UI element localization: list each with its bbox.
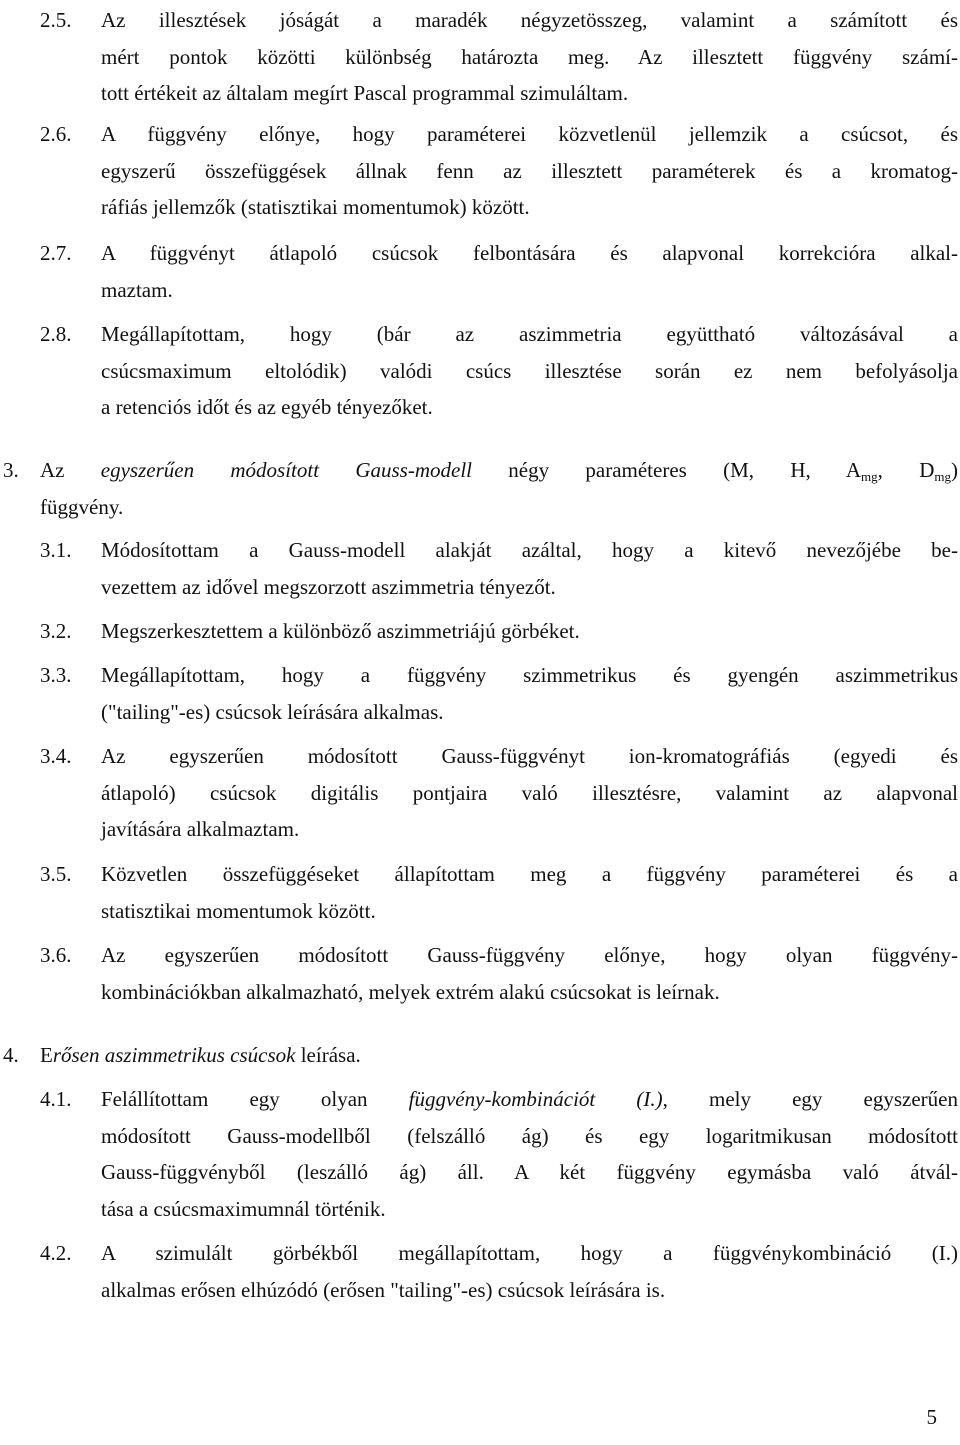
text-line — [101, 974, 958, 1011]
text-line — [101, 532, 958, 569]
text-line — [40, 452, 958, 489]
text-line — [101, 937, 958, 974]
text-line — [101, 811, 958, 848]
subscript: mg — [934, 469, 952, 484]
paragraph-number: 2.8. — [40, 322, 72, 346]
text-run: Megszerkesztettem a különböző aszimmetriájú görbéket. — [101, 619, 580, 643]
paragraph-number: 3.3. — [40, 663, 72, 687]
text-run: vezettem az idővel megszorzott aszimmetria tényezőt. — [101, 574, 556, 599]
text-line — [101, 856, 958, 893]
text-line — [101, 272, 958, 309]
text-run: , mely egy egyszerűen — [662, 1087, 958, 1111]
text-run: tása a csúcsmaximumnál történik. — [101, 1196, 386, 1221]
text-line — [101, 1191, 958, 1228]
text-run: módosított Gauss-modellből (felszálló ág) és egy logaritmikusan módosított — [101, 1123, 958, 1148]
text-line — [101, 189, 958, 226]
paragraph-body — [101, 1081, 958, 1227]
text-run: , D — [877, 458, 935, 482]
paragraph-body — [101, 532, 958, 605]
text-run: alkalmas erősen elhúzódó (erősen "tailing"-es) csúcsok leírására is. — [101, 1277, 666, 1302]
paragraph-body — [101, 235, 958, 308]
text-line — [101, 657, 958, 694]
text-run: Megállapítottam, hogy (bár az aszimmetria együttható változásával a — [101, 322, 958, 346]
text-run: mért pontok közötti különbség határozta meg. Az illesztett függvény számí- — [101, 44, 958, 69]
text-run: egyszerű összefüggések állnak fenn az illesztett paraméterek és a kromatog- — [101, 158, 958, 183]
paragraph-number: 3.6. — [40, 943, 72, 967]
paragraph-body — [101, 856, 958, 929]
text-line — [101, 1081, 958, 1118]
text-run: Az illesztések jóságát a maradék négyzetösszeg, valamint a számított és — [101, 8, 958, 32]
italic-text: egyszerűen módosított Gauss-modell — [100, 458, 472, 482]
paragraph-number: 2.5. — [40, 8, 72, 32]
text-run: Az — [40, 458, 101, 482]
text-line — [40, 1037, 958, 1074]
paragraph-number: 4.2. — [40, 1241, 72, 1265]
paragraph-body — [101, 613, 958, 650]
text-run: ráfiás jellemzők (statisztikai momentumok) között. — [101, 195, 530, 219]
text-run: Az egyszerűen módosított Gauss-függvényt ion-kromatográfiás (egyedi és — [101, 744, 958, 768]
text-line — [101, 316, 958, 353]
text-run: átlapoló) csúcsok digitális pontjaira való illesztésre, valamint az alapvonal — [101, 780, 958, 805]
section-heading-text — [40, 452, 958, 489]
italic-text: rősen aszimmetrikus csúcsok — [52, 1043, 296, 1067]
paragraph-number: 3.1. — [40, 538, 72, 562]
text-run: Módosítottam a Gauss-modell alakját azáltal, hogy a kitevő nevezőjébe be- — [101, 538, 958, 562]
text-line — [101, 738, 958, 775]
paragraph-body — [101, 1235, 958, 1308]
text-run: Felállítottam egy olyan — [101, 1087, 409, 1111]
paragraph-number: 3.4. — [40, 744, 72, 768]
text-line — [101, 1235, 958, 1272]
text-line — [101, 569, 958, 606]
section-number: 3. — [3, 458, 19, 482]
paragraph-number: 2.7. — [40, 241, 72, 265]
text-run: ) — [951, 458, 958, 482]
text-run: Közvetlen összefüggéseket állapítottam meg a függvény paraméterei és a — [101, 862, 958, 886]
paragraph-body — [101, 116, 958, 226]
text-run: A szimulált görbékből megállapítottam, hogy a függvénykombináció (I.) — [101, 1241, 958, 1265]
text-run: A függvény előnye, hogy paraméterei közvetlenül jellemzik a csúcsot, és — [101, 122, 958, 146]
page-number: 5 — [926, 1405, 937, 1429]
text-line — [101, 153, 958, 190]
text-line — [101, 1118, 958, 1155]
text-line — [101, 75, 958, 112]
text-line — [101, 775, 958, 812]
text-line — [101, 2, 958, 39]
text-run: Az egyszerűen módosított Gauss-függvény előnye, hogy olyan függvény- — [101, 943, 958, 967]
text-line — [101, 694, 958, 731]
text-run: leírása. — [295, 1043, 361, 1067]
section-heading-text — [40, 1037, 958, 1074]
paragraph-number: 3.2. — [40, 619, 72, 643]
text-run: négy paraméteres (M, H, A — [472, 458, 862, 482]
paragraph-number: 3.5. — [40, 862, 72, 886]
paragraph-body — [101, 937, 958, 1010]
text-line — [101, 1272, 958, 1309]
paragraph-number: 2.6. — [40, 122, 72, 146]
text-run: kombinációkban alkalmazható, melyek extrém alakú csúcsokat is leírnak. — [101, 979, 720, 1004]
text-line: függvény. — [40, 494, 124, 519]
section-heading-continuation — [40, 489, 123, 526]
text-line — [101, 1154, 958, 1191]
text-line — [101, 39, 958, 76]
text-line — [101, 893, 958, 930]
text-line — [101, 613, 958, 650]
text-line — [101, 116, 958, 153]
paragraph-body — [101, 316, 958, 426]
paragraph-number: 4.1. — [40, 1087, 72, 1111]
text-run: maztam. — [101, 277, 173, 302]
text-run: E — [40, 1043, 53, 1067]
text-run: Gauss-függvényből (leszálló ág) áll. A két függvény egymásba való átvál- — [101, 1160, 958, 1184]
text-run: a retenciós időt és az egyéb tényezőket. — [101, 395, 433, 419]
text-run: ("tailing"-es) csúcsok leírására alkalmas. — [101, 699, 444, 724]
text-run: csúcsmaximum eltolódik) valódi csúcs illesztése során ez nem befolyásolja — [101, 358, 958, 383]
paragraph-body — [101, 657, 958, 730]
text-run: Megállapítottam, hogy a függvény szimmetrikus és gyengén aszimmetrikus — [101, 663, 958, 687]
text-run: statisztikai momentumok között. — [101, 898, 376, 923]
text-line — [101, 353, 958, 390]
text-run: javítására alkalmaztam. — [101, 817, 300, 841]
paragraph-body — [101, 738, 958, 848]
section-number: 4. — [3, 1043, 19, 1067]
text-run: A függvényt átlapoló csúcsok felbontására és alapvonal korrekcióra alkal- — [101, 241, 958, 265]
text-line — [101, 389, 958, 426]
italic-text: függvény-kombinációt (I.) — [408, 1087, 663, 1111]
subscript: mg — [861, 469, 878, 484]
paragraph-body — [101, 2, 958, 112]
text-line — [101, 235, 958, 272]
text-run: tott értékeit az általam megírt Pascal programmal szimuláltam. — [101, 81, 629, 105]
